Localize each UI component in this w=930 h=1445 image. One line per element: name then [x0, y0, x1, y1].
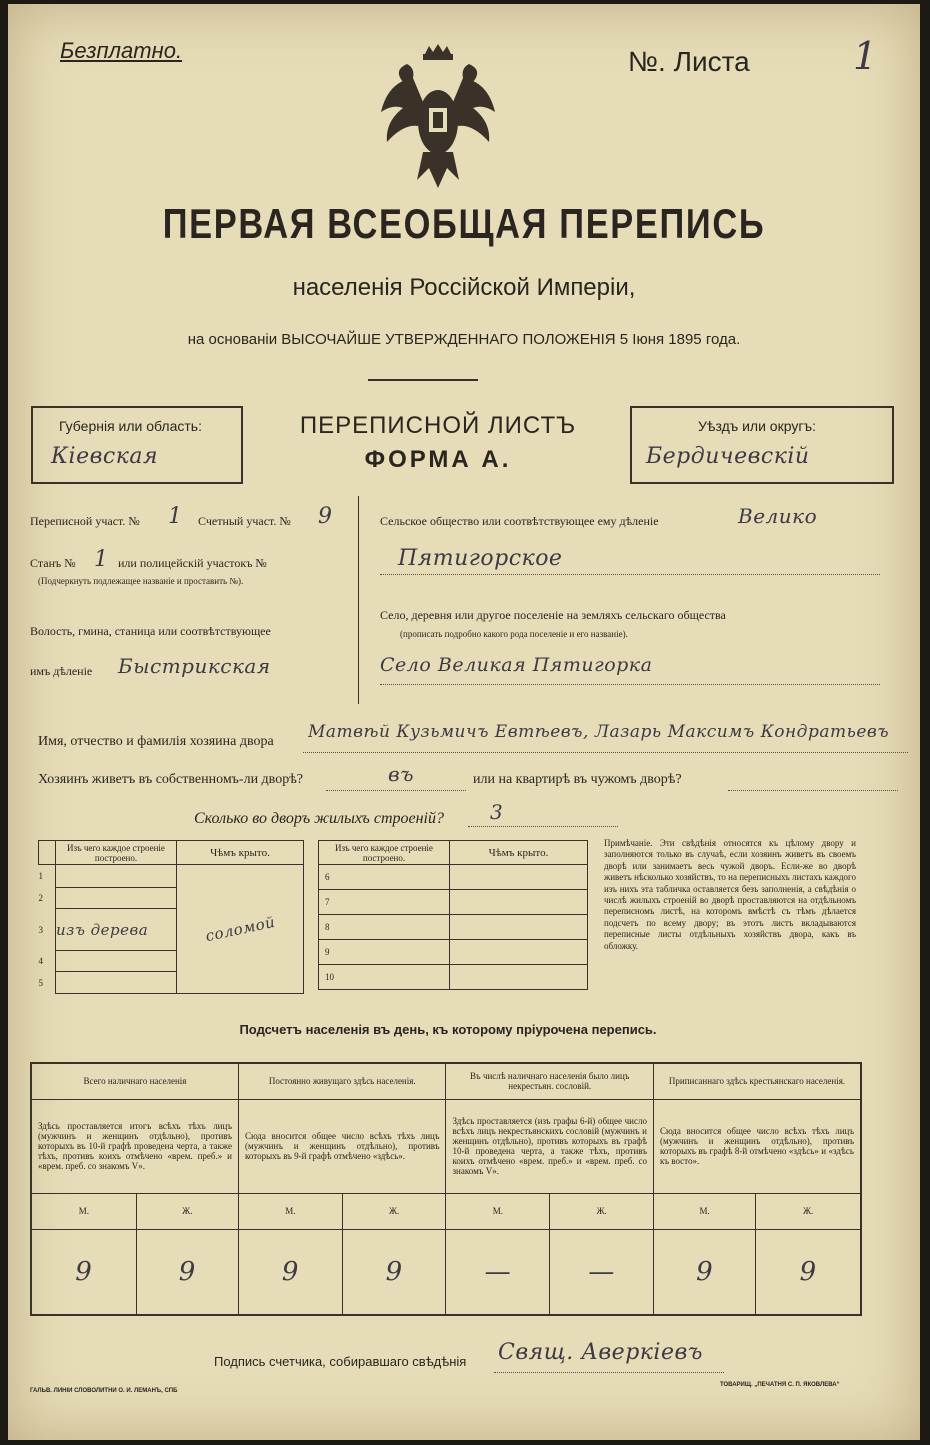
- schetny-label: Счетный участ. №: [198, 514, 291, 528]
- free-label: Безплатно.: [60, 38, 183, 63]
- count-value: 9: [238, 1229, 342, 1315]
- note-text: Примѣчаніе. Эти свѣдѣнія относятся къ цѣлому двору и заполняются только въ случаѣ, если хозяинъ живетъ въ своемъ дворѣ или занимаетъ весь чужой дворъ. Если-же во дворѣ живетъ нѣсколько хозяйствъ, то на переписныхъ листахъ каждого изъ нихъ эта табличка оставляется безъ заполненія, а свѣдѣнія о числѣ жилыхъ строеній во дворѣ проставляются на отдѣльномъ переписномъ листѣ, на которомъ вмѣстѣ съ тѣмъ дѣлается подсчетъ по всему двору; въ этотъ листъ вкладываются переписные листы отдѣльныхъ хозяйствъ двора, какъ въ обложку.: [604, 838, 856, 951]
- volost-value: Быстрикская: [118, 654, 271, 678]
- row-number: 2: [38, 893, 43, 904]
- gubernia-box: [31, 406, 243, 484]
- selskoe-label: Сельское общество или соотвѣтствующее ему дѣленіе: [380, 514, 659, 528]
- stan-value: 1: [94, 547, 109, 572]
- count-value: —: [550, 1229, 654, 1315]
- owner-name-value: Матвѣй Кузьмичъ Евтѣевъ, Лазарь Максимъ Кондратьевъ: [308, 722, 890, 742]
- rent-label: или на квартирѣ въ чужомъ дворѣ?: [473, 772, 682, 787]
- row-number: 9: [319, 940, 450, 965]
- selo-label: Село, деревня или другое поселеніе на земляхъ сельскаго общества: [380, 608, 726, 622]
- sex-label: Ж.: [136, 1193, 238, 1229]
- row-number: 4: [38, 955, 43, 966]
- subtitle: населенія Россійской Имперіи,: [292, 274, 636, 301]
- column-divider: [358, 496, 359, 704]
- coat-of-arms-icon: [373, 42, 503, 192]
- count-col-desc: Сюда вносится общее число всѣхъ тѣхъ лицъ (мужчинъ и женщинъ отдѣльно), противъ которыхъ въ 9-й графѣ отмѣчено «здѣсь».: [238, 1099, 446, 1193]
- uezd-label: Уѣздъ или округъ:: [698, 418, 817, 434]
- count-col-head: Постоянно живущаго здѣсь населенія.: [238, 1063, 446, 1099]
- gubernia-value: Кіевская: [51, 444, 159, 469]
- gubernia-label: Губернія или область:: [59, 418, 202, 434]
- count-title: Подсчетъ населенія въ день, къ которому пріурочена перепись.: [239, 1022, 657, 1037]
- count-col-head: Въ числѣ наличнаго населенія было лицъ некрестьян. сословій.: [446, 1063, 654, 1099]
- count-col-desc: Сюда вносится общее число всѣхъ тѣхъ лицъ (мужчинъ и женщинъ отдѣльно), противъ которыхъ въ графѣ 8-й отмѣчено «здѣсь» и «здѣсь къ восто».: [653, 1099, 861, 1193]
- volost-label-1: Волость, гмина, станица или соотвѣтствующее: [30, 624, 271, 638]
- printer-right: ТОВАРИЩ. „ПЕЧАТНЯ С. П. ЯКОВЛЕВА“: [720, 1382, 840, 1388]
- count-value: —: [446, 1229, 550, 1315]
- roof-value: соломой: [203, 912, 277, 945]
- signature-value: Свящ. Аверкіевъ: [498, 1340, 703, 1365]
- count-value: 9: [136, 1229, 238, 1315]
- schetny-value: 9: [318, 504, 333, 529]
- count-value: 9: [653, 1229, 755, 1315]
- uezd-box: [630, 406, 894, 484]
- row-number: 6: [319, 865, 450, 890]
- census-sheet: [8, 4, 920, 1440]
- sex-label: М.: [31, 1193, 136, 1229]
- printer-left: ГАЛЬВ. ЛИНІИ СЛОВОЛИТНИ О. И. ЛЕМАНЪ, СПБ: [30, 1388, 178, 1394]
- selskoe-value-1: Велико: [738, 504, 818, 528]
- count-value: 9: [31, 1229, 136, 1315]
- sex-label: М.: [446, 1193, 550, 1229]
- sex-label: Ж.: [756, 1193, 861, 1229]
- uezd-value: Бердичевскій: [646, 444, 810, 469]
- selo-note: (прописать подробно какого рода поселеніе и его названіе).: [400, 629, 628, 639]
- count-col-desc: Здѣсь проставляется итогъ всѣхъ тѣхъ лицъ (мужчинъ и женщинъ отдѣльно), противъ которыхъ въ 10-й графѣ проведена черта, а также тѣхъ, противъ коихъ отмѣчено «врем. преб.» и «врем. преб. со знакомъ V».: [31, 1099, 238, 1193]
- row-number: 5: [38, 977, 43, 988]
- row-number: 1: [38, 871, 43, 882]
- col-roof-header: Чѣмъ крыто.: [450, 841, 588, 865]
- row-number: 10: [319, 965, 450, 990]
- form-title: ПЕРЕПИСНОЙ ЛИСТЪ: [299, 412, 577, 439]
- perepisnoy-label: Переписной участ. №: [30, 514, 140, 528]
- form-name: ФОРМА А.: [364, 446, 512, 473]
- sheet-number-label: №. Листа: [628, 46, 750, 77]
- sex-label: Ж.: [342, 1193, 446, 1229]
- row-number: 8: [319, 915, 450, 940]
- material-value: изъ дерева: [56, 909, 177, 950]
- buildings-label: Сколько во дворъ жилыхъ строеній?: [194, 810, 444, 827]
- count-col-head: Всего наличнаго населенія: [31, 1063, 238, 1099]
- main-title: ПЕРВАЯ ВСЕОБЩАЯ ПЕРЕПИСЬ: [162, 200, 766, 247]
- count-value: 9: [756, 1229, 861, 1315]
- col-material-header: Изъ чего каждое строеніе построено.: [319, 841, 450, 865]
- selskoe-value-2: Пятигорское: [398, 546, 563, 571]
- signature-label: Подпись счетчика, собиравшаго свѣдѣнія: [214, 1354, 467, 1369]
- sheet-number-value: 1: [853, 34, 878, 78]
- stan-or-label: или полицейскій участокъ №: [118, 556, 267, 570]
- count-col-head: Приписаннаго здѣсь крестьянскаго населенія.: [653, 1063, 861, 1099]
- owner-name-label: Имя, отчество и фамилія хозяина двора: [38, 734, 274, 749]
- selo-value: Село Великая Пятигорка: [380, 654, 653, 676]
- stan-label: Станъ №: [30, 556, 76, 570]
- own-yard-value: въ: [388, 762, 414, 786]
- basis-line: на основаніи ВЫСОЧАЙШЕ УТВЕРЖДЕННАГО ПОЛОЖЕНІЯ 5 Іюня 1895 года.: [187, 331, 741, 348]
- stan-note: (Подчеркнуть подлежащее названіе и проставить №).: [38, 576, 244, 586]
- volost-label-2: имъ дѣленіе: [30, 664, 93, 678]
- count-table: [30, 1062, 862, 1316]
- sex-label: М.: [653, 1193, 755, 1229]
- row-number: 7: [319, 890, 450, 915]
- row-number: 3: [38, 924, 43, 935]
- buildings-value: 3: [490, 800, 504, 824]
- col-material-header: Изъ чего каждое строеніе построено.: [56, 841, 177, 865]
- col-roof-header: Чѣмъ крыто.: [177, 841, 304, 865]
- sex-label: М.: [238, 1193, 342, 1229]
- count-col-desc: Здѣсь проставляется (изъ графы 6-й) общее число всѣхъ лицъ некрестьянскихъ сословій (мужчинъ и женщинъ отдѣльно), противъ которыхъ въ графѣ 10-й проведена черта, а также тѣхъ, противъ коихъ отмѣчено «врем. преб.» и «врем. преб. со знакомъ V».: [446, 1099, 654, 1193]
- count-value: 9: [342, 1229, 446, 1315]
- buildings-table-right: [318, 840, 588, 990]
- perepisnoy-value: 1: [168, 504, 183, 529]
- own-yard-label: Хозяинъ живетъ въ собственномъ-ли дворѣ?: [38, 772, 304, 787]
- sex-label: Ж.: [550, 1193, 654, 1229]
- ornament-divider: [368, 379, 478, 381]
- buildings-table-left: [38, 840, 304, 994]
